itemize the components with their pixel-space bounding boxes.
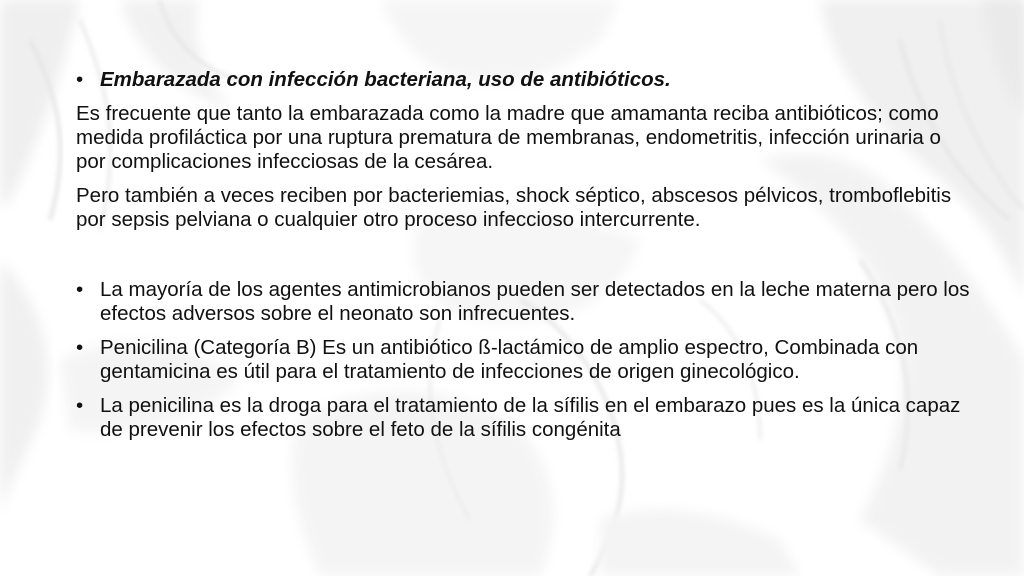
bullet-icon: •: [76, 336, 84, 359]
bullet-list-item: [76, 278, 976, 326]
bullet-icon: •: [76, 278, 84, 301]
section1-paragraph-2: Pero también a veces reciben por bacteriemias, shock séptico, abscesos pélvicos, tromboflebitis por sepsis pelviana o cualquier otro proceso infeccioso intercurrente.: [76, 184, 952, 231]
bullet-text: La mayoría de los agentes antimicrobianos pueden ser detectados en la leche materna pero los efectos adversos sobre el neonato son infrecuentes.: [100, 278, 970, 325]
bullet-icon: •: [76, 394, 84, 417]
bullet-list-item: [76, 336, 976, 384]
bullet-text: Penicilina (Categoría B) Es un antibiótico ß-lactámico de amplio espectro, Combinada con gentamicina es útil para el tratamiento de infecciones de origen ginecológico.: [100, 336, 919, 383]
section1-heading: Embarazada con infección bacteriana, uso de antibióticos.: [100, 68, 671, 91]
slide-content: [76, 68, 976, 442]
section1-paragraph-1: Es frecuente que tanto la embarazada como la madre que amamanta reciba antibióticos; como medida profiláctica por una ruptura prematura de membranas, endometritis, infección urinaria o por complicaciones infecciosas de la cesárea.: [76, 102, 941, 173]
bullet-text: La penicilina es la droga para el tratamiento de la sífilis en el embarazo pues es la única capaz de prevenir los efectos sobre el feto de la sífilis congénita: [100, 394, 961, 441]
bullet-list-item: [76, 394, 976, 442]
section1-heading-item: [76, 68, 976, 92]
bullet-icon: •: [76, 68, 84, 91]
